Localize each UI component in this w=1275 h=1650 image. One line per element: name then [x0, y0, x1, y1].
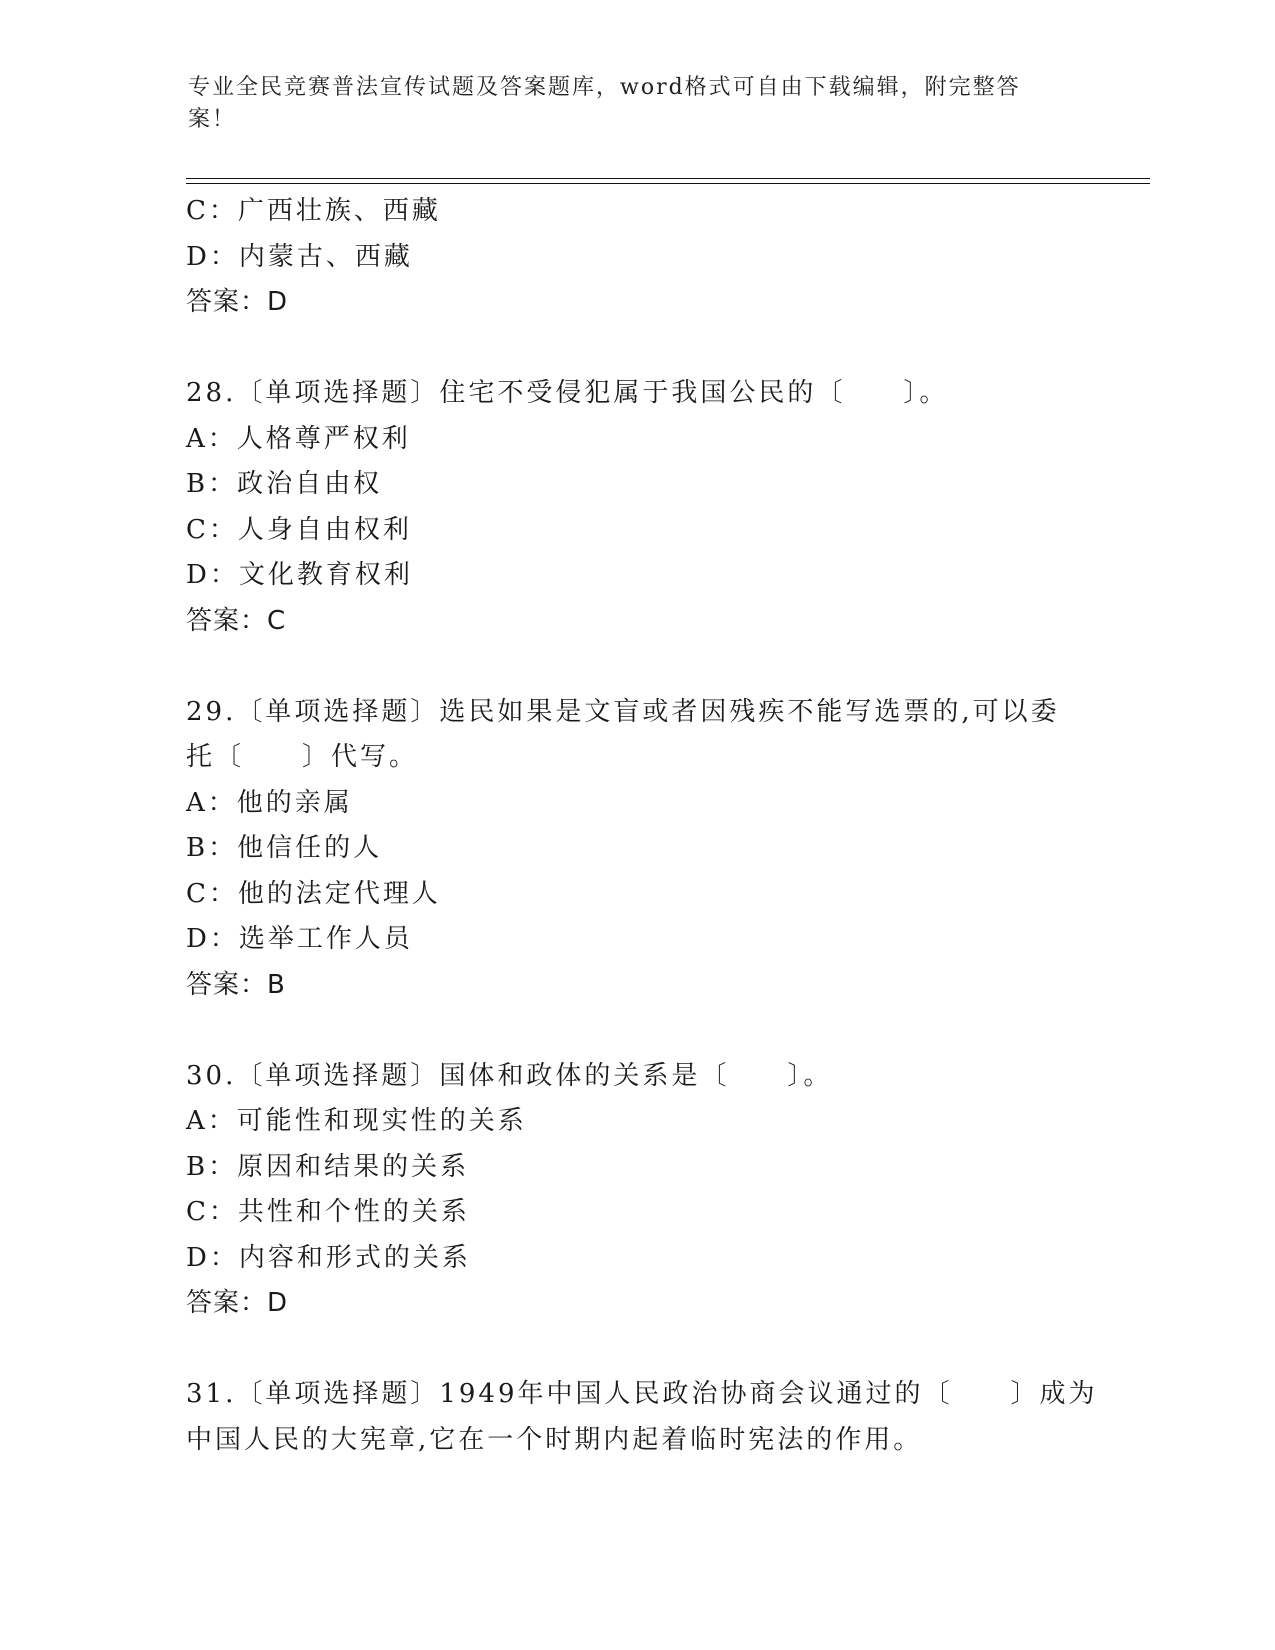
option-b: B：政治自由权	[186, 469, 383, 499]
answer-line: 答案：D	[186, 287, 289, 317]
option-c: C：广西壮族、西藏	[186, 196, 441, 226]
spacer	[186, 1327, 1086, 1373]
answer-line: 答案：D	[186, 1288, 289, 1318]
option-a: A：他的亲属	[186, 787, 353, 818]
spacer	[186, 1008, 1086, 1054]
question-stem-line-2: 中国人民的大宪章,它在一个时期内起着临时宪法的作用。	[186, 1424, 923, 1455]
question-29	[186, 690, 1086, 1009]
option-c: C：共性和个性的关系	[186, 1197, 470, 1227]
option-a: A：可能性和现实性的关系	[186, 1106, 527, 1136]
option-c: C：人身自由权利	[186, 514, 412, 545]
question-list	[186, 189, 1098, 1463]
question-28	[186, 371, 1086, 644]
answer-line: 答案：C	[186, 605, 287, 636]
option-d: D：选举工作人员	[186, 924, 413, 954]
question-stem-line-2: 托〔 〕代写。	[186, 742, 419, 772]
page-header: 专业全民竞赛普法宣传试题及答案题库，word格式可自由下载编辑，附完整答案！	[188, 75, 1021, 132]
question-stem-line-1: 31.〔单项选择题〕1949年中国人民政治协商会议通过的〔 〕成为	[186, 1379, 1098, 1409]
option-d: D：内蒙古、西藏	[186, 241, 413, 272]
option-a: A：人格尊严权利	[186, 423, 411, 454]
option-b: B：他信任的人	[186, 833, 383, 863]
option-b: B：原因和结果的关系	[186, 1151, 470, 1182]
header-double-rule	[186, 178, 1150, 184]
question-stem: 30.〔单项选择题〕国体和政体的关系是〔 〕。	[186, 1060, 833, 1091]
answer-line: 答案：B	[186, 969, 286, 1000]
question-30	[186, 1054, 1086, 1327]
option-c: C：他的法定代理人	[186, 878, 441, 909]
question-stem: 28.〔单项选择题〕住宅不受侵犯属于我国公民的〔 〕。	[186, 378, 949, 408]
question-31	[186, 1372, 1098, 1463]
question-stem-line-1: 29.〔单项选择题〕选民如果是文盲或者因残疾不能写选票的,可以委	[186, 696, 1060, 727]
spacer	[186, 326, 1086, 372]
question-27-tail	[186, 189, 1086, 326]
spacer	[186, 644, 1086, 690]
option-d: D：内容和形式的关系	[186, 1242, 471, 1273]
option-d: D：文化教育权利	[186, 560, 413, 590]
